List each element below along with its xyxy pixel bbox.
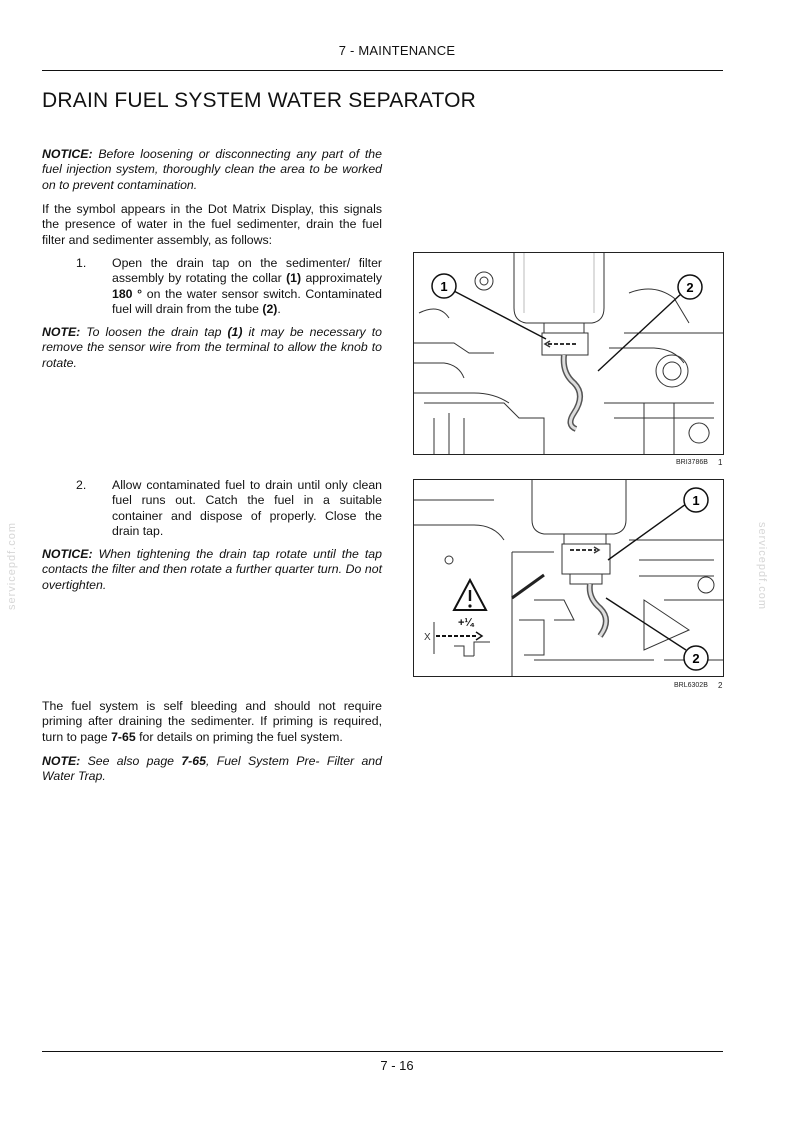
header-rule (42, 70, 723, 71)
step-1-text-b: approximately (301, 271, 382, 286)
callout-1-label: 1 (692, 493, 700, 508)
step-1-text-c: on the water sensor switch. Contaminated fuel will drain from the tube (112, 286, 382, 317)
quarter-turn-label: +¼ (458, 617, 474, 629)
bleeding-text-b: for details on priming the fuel system. (135, 729, 343, 744)
notice-2-paragraph (42, 547, 382, 593)
callout-2-label: 2 (686, 280, 694, 295)
step-1-text-a: Open the drain tap on the sedimenter/ filter assembly by rotating the collar (112, 256, 382, 286)
step-1-angle: 180 ° (112, 286, 143, 301)
bleeding-paragraph (42, 699, 382, 745)
filter-drain-tap-drawing (414, 253, 723, 454)
notice-text: Before loosening or disconnecting any part of the fuel injection system, thoroughly clean the area to be worked on to prevent contamination. (42, 147, 382, 192)
note-1-text-a: To loosen the drain tap (80, 325, 228, 339)
step-1-ref-1: (1) (286, 271, 302, 286)
step-1-ref-2: (2) (262, 302, 278, 317)
figure-1-code: BRI3786B (676, 459, 708, 466)
note-2-text-b: , Fuel System Pre- Filter and Water Trap. (42, 754, 382, 784)
watermark-right: servicepdf.com (755, 522, 768, 610)
bleeding-text-a: The fuel system is self bleeding and should not require priming after draining the sedimenter. If priming is required, turn to page (42, 699, 382, 744)
step-1 (42, 256, 382, 318)
note-2-page-ref: 7-65 (181, 754, 206, 768)
watermark-left: servicepdf.com (5, 522, 18, 610)
note-2-label: NOTE: (42, 754, 81, 768)
notice-2-text: When tightening the drain tap rotate until the tap contacts the filter and then rotate a further quarter turn. Do not overtighten. (42, 547, 382, 592)
figure-2-code: BRL6302B (674, 682, 708, 689)
note-1-text-b: it may be necessary to remove the sensor wire from the terminal to allow the knob to rotate. (42, 325, 382, 370)
note-1-paragraph (42, 325, 382, 371)
note-1-label: NOTE: (42, 325, 81, 339)
note-2-text-a: See also page (80, 754, 182, 768)
callout-1-label: 1 (440, 279, 448, 294)
notice-paragraph (42, 147, 382, 193)
step-1-text (112, 256, 382, 318)
notice-label: NOTICE: (42, 147, 93, 161)
note-1-ref: (1) (227, 325, 243, 339)
figure-1-illustration (413, 252, 724, 455)
page-number: 7 - 16 (380, 1058, 414, 1073)
bleeding-page-ref: 7-65 (111, 729, 136, 744)
step-1-number: 1. (76, 256, 87, 270)
step-2-text: Allow contaminated fuel to drain until only clean fuel runs out. Catch the fuel in a suitable container and dispose of properly. Close the drain tap. (112, 478, 382, 539)
figure-1-number: 1 (718, 458, 723, 467)
intro-paragraph: If the symbol appears in the Dot Matrix Display, this signals the presence of water in the fuel sedimenter, drain the fuel filter and sedimenter assembly, as follows: (42, 202, 382, 247)
step-2 (42, 478, 382, 540)
page-title: DRAIN FUEL SYSTEM WATER SEPARATOR (42, 89, 477, 112)
note-2-paragraph (42, 754, 382, 785)
caution-triangle-icon (454, 580, 486, 610)
step-1-text-d: . (277, 302, 281, 317)
axis-mark: X (424, 632, 431, 643)
step-2-number: 2. (76, 478, 87, 492)
figure-2-illustration (413, 479, 724, 677)
section-header: 7 - MAINTENANCE (338, 43, 456, 58)
figure-2-number: 2 (718, 681, 723, 690)
drain-tap-tightening-drawing (414, 480, 723, 676)
notice-2-label: NOTICE: (42, 547, 93, 561)
callout-2-label: 2 (692, 651, 700, 666)
footer-rule (42, 1051, 723, 1052)
